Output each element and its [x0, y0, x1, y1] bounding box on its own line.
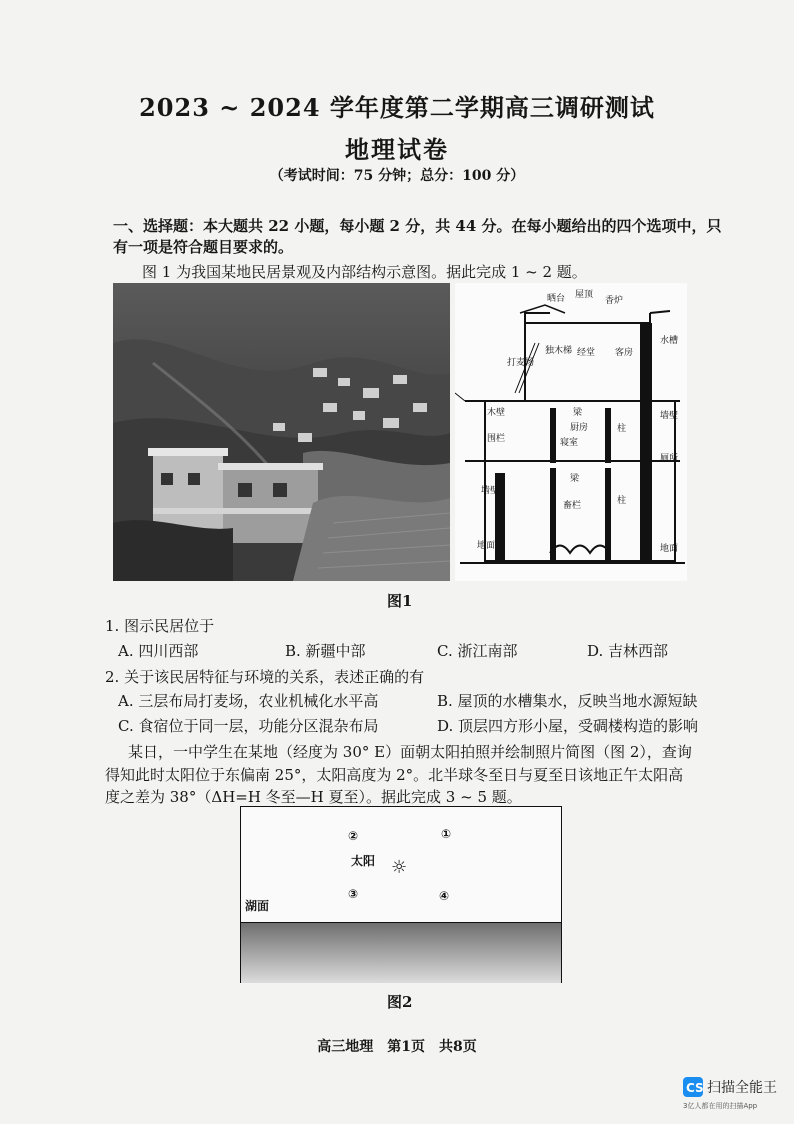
label-prayer-hall: 经堂 — [577, 348, 596, 358]
marker-3: ③ — [348, 887, 359, 901]
q1-option-c[interactable]: C. 浙江南部 — [437, 642, 518, 660]
figure1-intro: 图 1 为我国某地民居景观及内部结构示意图。据此完成 1 ~ 2 题。 — [142, 263, 587, 281]
label-beam-upper: 梁 — [573, 408, 583, 418]
exam-info: （考试时间：75 分钟；总分：100 分） — [269, 168, 525, 184]
label-ground-right: 地面 — [660, 544, 679, 554]
section-heading-line1: 一、选择题：本大题共 22 小题，每小题 2 分，共 44 分。在每小题给出的四个选项中，只 — [113, 217, 722, 235]
label-water-trough: 水槽 — [660, 336, 679, 346]
q1-option-b[interactable]: B. 新疆中部 — [285, 642, 366, 660]
label-ground-left: 地面 — [477, 541, 496, 551]
q2-option-c[interactable]: C. 食宿位于同一层，功能分区混杂布局 — [118, 717, 379, 735]
marker-1: ① — [441, 827, 452, 841]
scanner-app-icon — [683, 1077, 703, 1097]
exam-subject: 地理试卷 — [345, 135, 449, 164]
page-footer: 高三地理 第1页 共8页 — [317, 1039, 477, 1055]
label-wall-right: 墙壁 — [660, 411, 679, 421]
village-photo — [113, 283, 450, 581]
label-pillar-lower: 柱 — [617, 496, 627, 506]
label-roof: 屋顶 — [575, 290, 594, 300]
q2-option-d[interactable]: D. 顶层四方形小屋，受碉楼构造的影响 — [437, 717, 699, 735]
scanner-app-tagline: 3亿人都在用的扫描App — [683, 1102, 758, 1110]
q1-option-a[interactable]: A. 四川西部 — [118, 642, 199, 660]
exam-title: 2023 ~ 2024 学年度第二学期高三调研测试 — [139, 93, 655, 122]
q2-option-b[interactable]: B. 屋顶的水槽集水，反映当地水源短缺 — [437, 692, 698, 710]
label-railing: 围栏 — [487, 434, 506, 444]
label-sun-terrace: 晒台 — [547, 294, 566, 304]
marker-4: ④ — [439, 889, 450, 903]
sun-icon: ☼ — [391, 857, 408, 878]
marker-2: ② — [348, 829, 359, 843]
label-wood-wall: 木壁 — [487, 408, 506, 418]
label-pillar-upper: 柱 — [617, 424, 627, 434]
section-heading-line2: 有一项是符合题目要求的。 — [113, 238, 294, 256]
sun-label: 太阳 — [351, 854, 376, 868]
q1-option-d[interactable]: D. 吉林西部 — [587, 642, 669, 660]
q2-option-a[interactable]: A. 三层布局打麦场，农业机械化水平高 — [118, 692, 379, 710]
svg-text:CS: CS — [686, 1081, 703, 1095]
label-beam-lower: 梁 — [570, 474, 580, 484]
figure2-intro-line2: 得知此时太阳位于东偏南 25°，太阳高度为 2°。北半球冬至日与夏至日该地正午太阳高 — [105, 766, 684, 784]
label-toilet: 厕所 — [660, 454, 679, 464]
figure2-intro-line3: 度之差为 38°（ΔH=H 冬至—H 夏至）。据此完成 3 ~ 5 题。 — [105, 788, 522, 806]
label-threshing-floor: 打麦场 — [507, 358, 535, 368]
label-kitchen: 厨房 — [570, 423, 589, 433]
scanner-app-name: 扫描全能王 — [707, 1080, 777, 1096]
label-ladder: 独木梯 — [545, 346, 573, 356]
lake-surface — [241, 922, 561, 983]
figure1-caption: 图1 — [387, 592, 413, 610]
house-structure-diagram — [455, 283, 687, 581]
lake-label: 湖面 — [245, 899, 270, 913]
figure2-caption: 图2 — [387, 993, 413, 1011]
label-guest-room: 客房 — [615, 348, 634, 358]
label-incense-burner: 香炉 — [605, 296, 624, 306]
figure2-sketch — [240, 806, 562, 983]
label-bedroom: 寝室 — [560, 438, 579, 448]
q1-stem: 1. 图示民居位于 — [105, 617, 215, 635]
q2-stem: 2. 关于该民居特征与环境的关系，表述正确的有 — [105, 668, 425, 686]
label-wall-left: 墙壁 — [481, 486, 500, 496]
figure2-intro-line1: 某日，一中学生在某地（经度为 30° E）面朝太阳拍照并绘制照片简图（图 2），查询 — [128, 743, 692, 761]
label-livestock-pen: 畜栏 — [563, 501, 582, 511]
